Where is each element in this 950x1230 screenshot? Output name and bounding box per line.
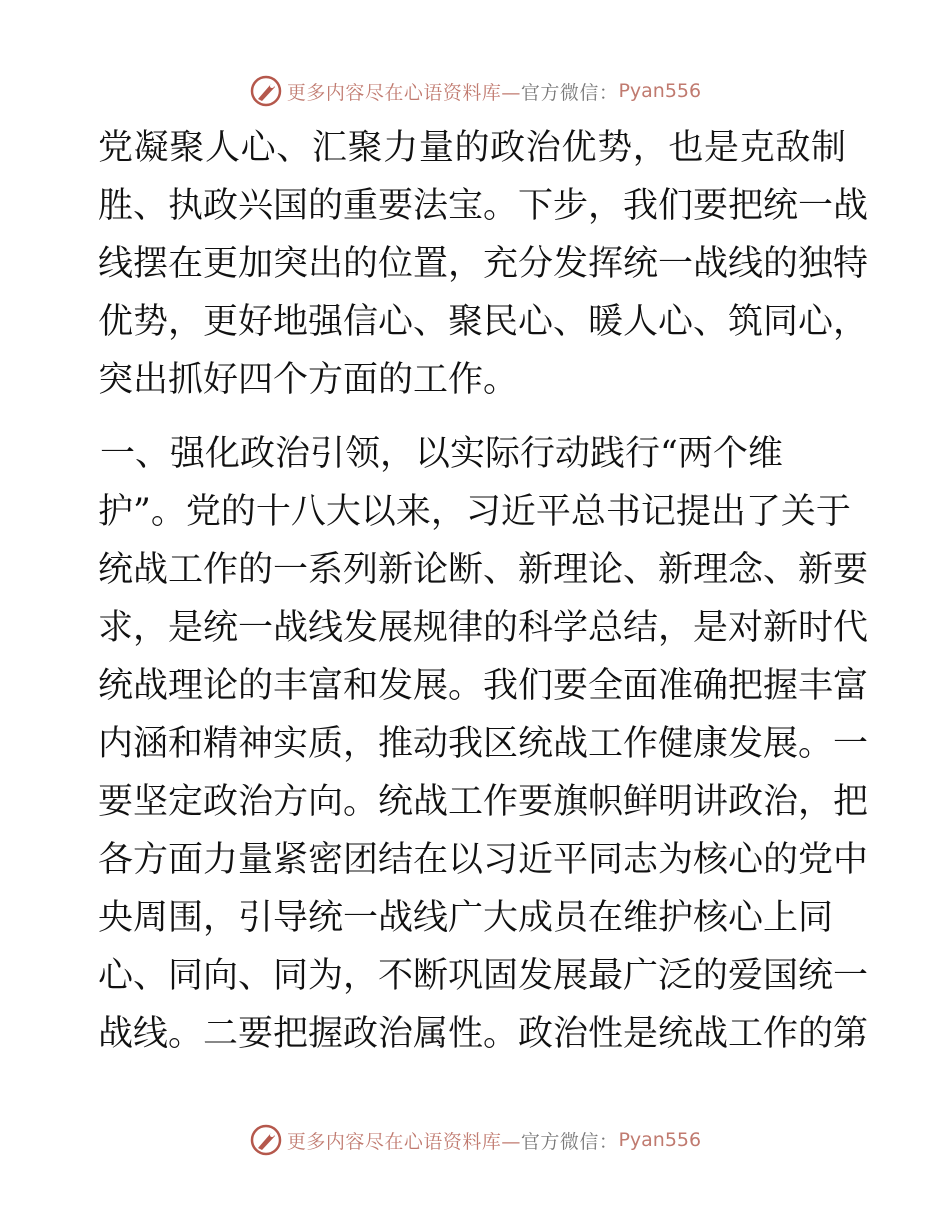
body-line: 各方面力量紧密团结在以习近平同志为核心的党中 xyxy=(98,840,869,880)
body-line: 党凝聚人心、汇聚力量的政治优势，也是克敌制 xyxy=(98,128,846,168)
body-line: 内涵和精神实质，推动我区统战工作健康发展。一 xyxy=(98,724,869,764)
pen-nib-logo-icon xyxy=(249,74,283,108)
body-line: 要坚定政治方向。统战工作要旗帜鲜明讲政治，把 xyxy=(98,782,869,822)
pen-nib-logo-icon xyxy=(249,1123,283,1157)
body-line: 心、同向、同为，不断巩固发展最广泛的爱国统一 xyxy=(98,956,869,996)
body-line: 央周围，引导统一战线广大成员在维护核心上同 xyxy=(98,898,834,938)
body-line: 线摆在更加突出的位置，充分发挥统一战线的独特 xyxy=(98,244,869,284)
footer-wechat-id: Pyan556 xyxy=(618,1129,702,1151)
header-banner xyxy=(0,71,950,111)
header-banner-text: 更多内容尽在心语资料库— xyxy=(286,81,521,104)
section-heading-line: 一、强化政治引领，以实际行动践行“两个维 xyxy=(100,434,783,474)
body-line: 统战理论的丰富和发展。我们要全面准确把握丰富 xyxy=(98,666,869,706)
header-wechat-label: 官方微信： xyxy=(520,81,619,104)
footer-wechat-label: 官方微信： xyxy=(520,1130,619,1153)
body-line: 突出抓好四个方面的工作。 xyxy=(98,360,519,400)
body-line: 胜、执政兴国的重要法宝。下步，我们要把统一战 xyxy=(98,186,869,226)
body-line: 护”。党的十八大以来，习近平总书记提出了关于 xyxy=(98,492,851,532)
footer-banner-text: 更多内容尽在心语资料库— xyxy=(286,1130,521,1153)
body-line: 战线。二要把握政治属性。政治性是统战工作的第 xyxy=(98,1014,869,1054)
header-wechat-id: Pyan556 xyxy=(618,80,702,102)
body-line: 优势，更好地强信心、聚民心、暖人心、筑同心， xyxy=(98,302,869,342)
footer-banner xyxy=(0,1120,950,1160)
body-line: 求，是统一战线发展规律的科学总结，是对新时代 xyxy=(98,608,869,648)
body-line: 统战工作的一系列新论断、新理论、新理念、新要 xyxy=(98,550,869,590)
